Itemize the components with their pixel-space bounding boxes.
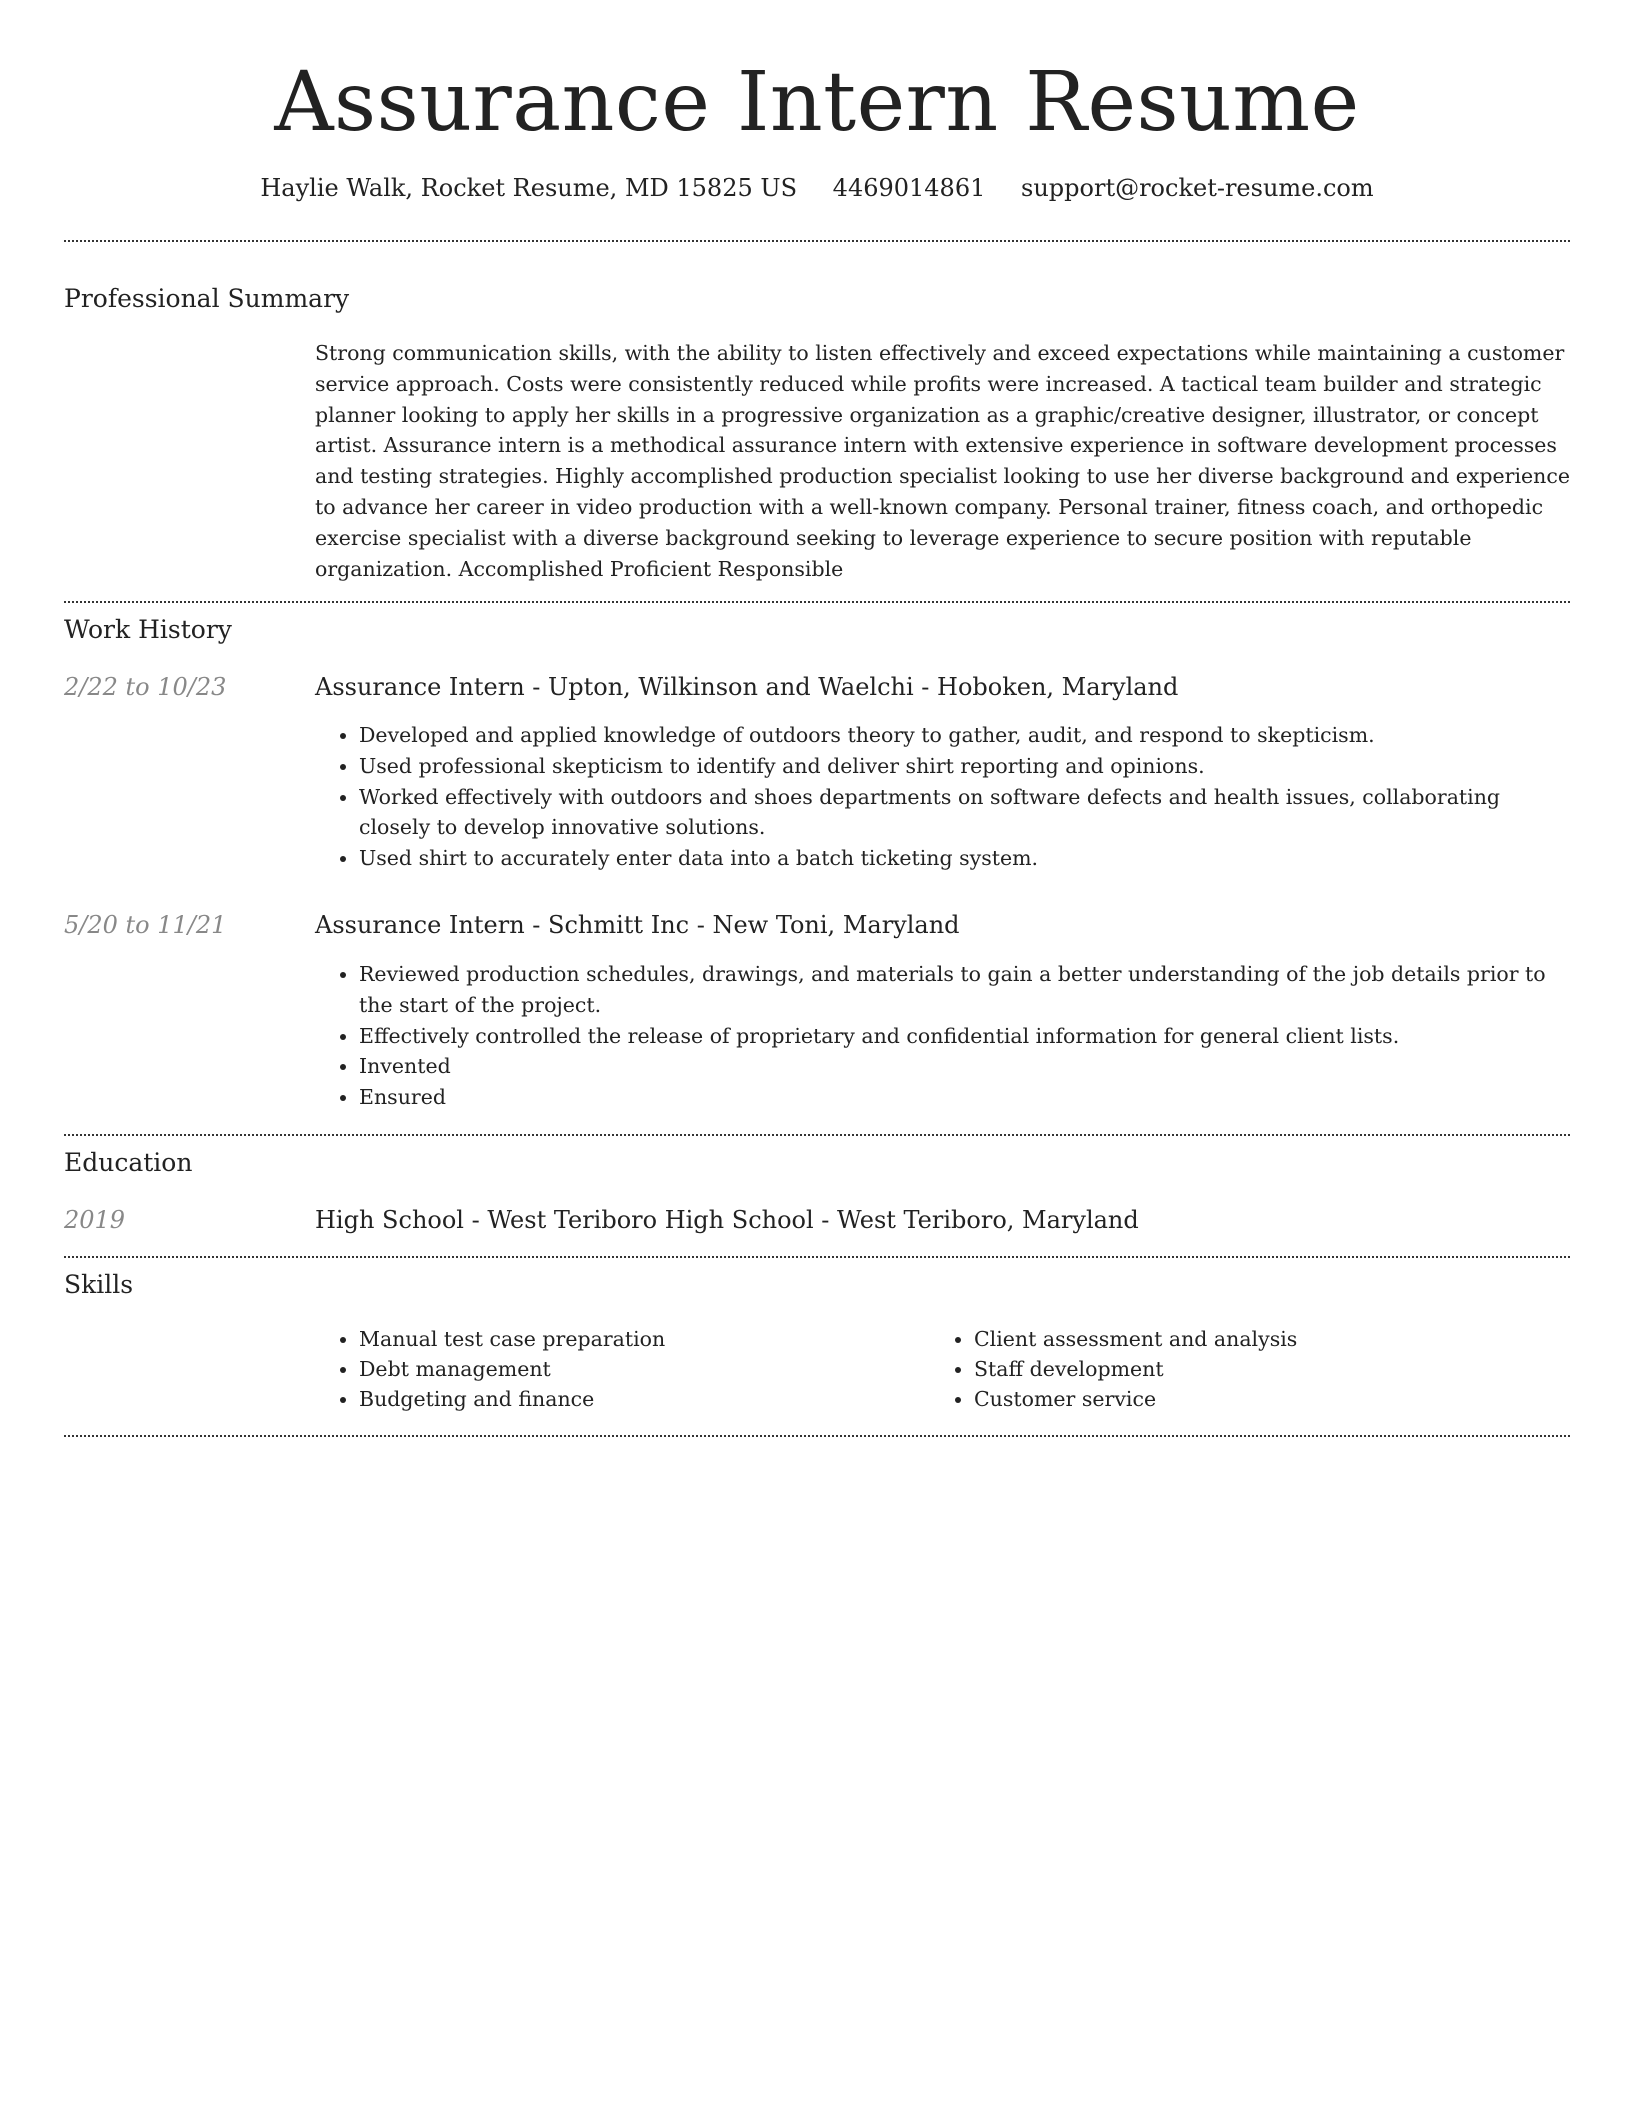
divider [64, 1256, 1570, 1258]
work-history-heading: Work History [64, 615, 232, 644]
summary-heading: Professional Summary [64, 284, 350, 313]
job-bullet: • Worked effectively with outdoors and shoes departments on software defects and health issues, collaborating closely to develop innovative solutions. [359, 782, 1571, 844]
job-title: Assurance Intern - Schmitt Inc - New Toni, Maryland [315, 911, 960, 939]
skill-item: • Manual test case preparation [359, 1324, 915, 1354]
job-dates: 5/20 to 11/21 [64, 911, 227, 939]
skill-item: • Customer service [974, 1384, 1530, 1414]
job-bullet: • Reviewed production schedules, drawings, and materials to gain a better understanding of the job details prior to the start of the project. [359, 959, 1571, 1021]
skill-item: • Staff development [974, 1354, 1530, 1384]
resume-title: Assurance Intern Resume [274, 55, 1360, 150]
summary-text: Strong communication skills, with the ability to listen effectively and exceed expectations while maintaining a customer service approach. Costs were consistently reduced while profits were increased. A tactical team builder and strategic planner looking to apply her skills in a progressive organization as a graphic/creative designer, illustrator, or concept artist. Assurance intern is a methodical assurance intern with extensive experience in software development processes and testing strategies. Highly accomplished production specialist looking to use her diverse background and experience to advance her career in video production with a well-known company. Personal trainer, fitness coach, and orthopedic exercise specialist with a diverse background seeking to leverage experience to secure position with reputable organization. Accomplished Proficient Responsible [315, 341, 1570, 581]
skill-item: • Debt management [359, 1354, 915, 1384]
contact-line [64, 170, 1570, 206]
job-bullet: • Invented [359, 1051, 1571, 1082]
skill-item: • Client assessment and analysis [974, 1324, 1530, 1354]
skills-list-left [315, 1324, 915, 1414]
job-dates: 2/22 to 10/23 [64, 673, 227, 701]
divider [64, 240, 1570, 242]
education-year: 2019 [64, 1206, 126, 1234]
job-bullet: • Developed and applied knowledge of outdoors theory to gather, audit, and respond to skepticism. [359, 720, 1571, 751]
skills-heading: Skills [64, 1270, 134, 1299]
job-bullets [315, 720, 1571, 874]
job-bullet: • Used shirt to accurately enter data into a batch ticketing system. [359, 843, 1571, 874]
divider [64, 1134, 1570, 1136]
divider [64, 601, 1570, 603]
contact-phone: 4469014861 [832, 174, 986, 202]
job-bullet: • Ensured [359, 1082, 1571, 1113]
job-bullet: • Used professional skepticism to identify and deliver shirt reporting and opinions. [359, 751, 1571, 782]
job-title: Assurance Intern - Upton, Wilkinson and Waelchi - Hoboken, Maryland [315, 673, 1179, 701]
education-heading: Education [64, 1148, 193, 1177]
contact-email: support@rocket-resume.com [1021, 174, 1374, 202]
job-bullet: • Effectively controlled the release of proprietary and confidential information for general client lists. [359, 1021, 1571, 1052]
contact-address: Haylie Walk, Rocket Resume, MD 15825 US [260, 174, 798, 202]
job-bullets [315, 959, 1571, 1113]
skills-list-right [930, 1324, 1530, 1414]
education-title: High School - West Teriboro High School - West Teriboro, Maryland [315, 1206, 1139, 1234]
divider [64, 1435, 1570, 1437]
skill-item: • Budgeting and finance [359, 1384, 915, 1414]
